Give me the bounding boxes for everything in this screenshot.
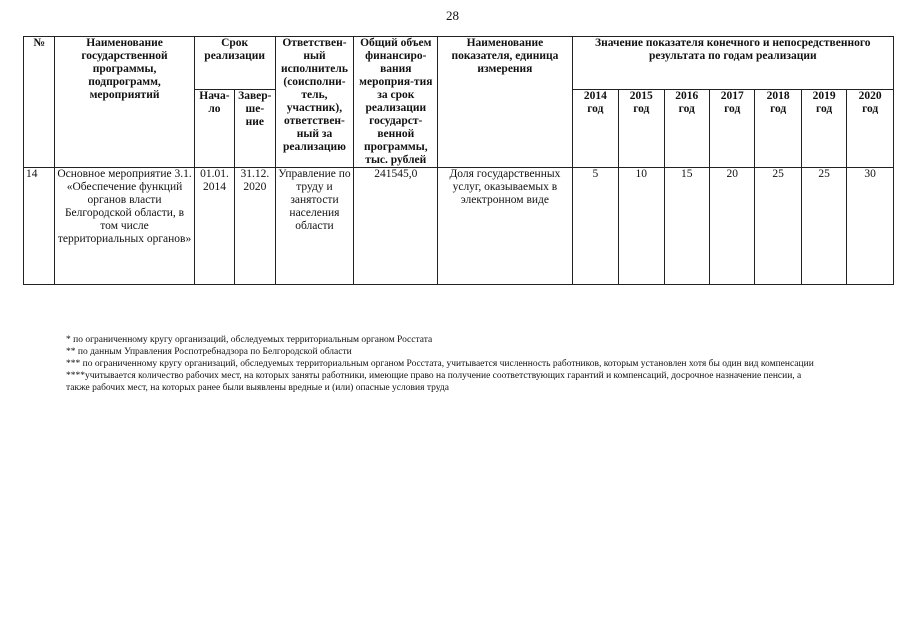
row-value: 15 [664,168,709,285]
row-value: 20 [709,168,754,285]
page-number: 28 [446,8,459,23]
header-year: 2014 год [572,89,618,167]
row-end: 31.12. 2020 [235,168,275,285]
footnote: ** по данным Управления Роспотребнадзора по Белгородской области [66,347,352,357]
row-value: 25 [801,168,846,285]
header-term-end: Завер-ше-ние [235,89,275,167]
header-year: 2019 год [801,89,846,167]
row-value: 30 [847,168,894,285]
header-financing: Общий объем финансиро-вания мероприя-тия за срок реализации государст-венной программы, тыс. рублей [354,37,438,168]
header-indicator: Наименование показателя, единица измерения [438,37,572,168]
header-values-group: Значение показателя конечного и непосредственного результата по годам реализации [572,37,893,90]
header-responsible: Ответствен-ный исполнитель (соисполни-тель, участник), ответствен-ный за реализацию [275,37,354,168]
header-year: 2020 год [847,89,894,167]
header-term: Срок реализации [194,37,275,90]
footnote: *** по ограниченному кругу организаций, обследуемых территориальным органом Росстата, учитывается численность работников, которым установлен хотя бы один вид компенсации [66,359,814,369]
table-row [24,168,894,285]
row-value: 5 [572,168,618,285]
header-num: № [24,37,55,168]
header-year: 2016 год [664,89,709,167]
header-term-start: Нача-ло [194,89,234,167]
row-value: 10 [619,168,664,285]
header-year: 2015 год [619,89,664,167]
footnote: * по ограниченному кругу организаций, обследуемых территориальным органом Росстата [66,335,433,345]
header-year: 2017 год [709,89,754,167]
row-name: Основное мероприятие 3.1. «Обеспечение функций органов власти Белгородской области, в том числе территориальных органов» [55,168,194,285]
footnotes [66,334,826,394]
header-name: Наименование государственной программы, подпрограмм, мероприятий [55,37,194,168]
row-num: 14 [24,168,55,285]
row-value: 25 [755,168,801,285]
footnote: ****учитывается количество рабочих мест, на которых заняты работники, имеющие право на получение соответствующих гарантий и компенсаций, досрочное назначение пенсии, а также рабочих мест, на которых ранее были выявлены вредные и (или) опасные условия труда [66,371,802,393]
program-table [23,36,894,285]
header-year: 2018 год [755,89,801,167]
row-indicator: Доля государственных услуг, оказываемых в электронном виде [438,168,572,285]
row-financing: 241545,0 [354,168,438,285]
header-row-1 [24,37,894,90]
row-responsible: Управление по труду и занятости населения области [275,168,354,285]
row-start: 01.01. 2014 [194,168,234,285]
